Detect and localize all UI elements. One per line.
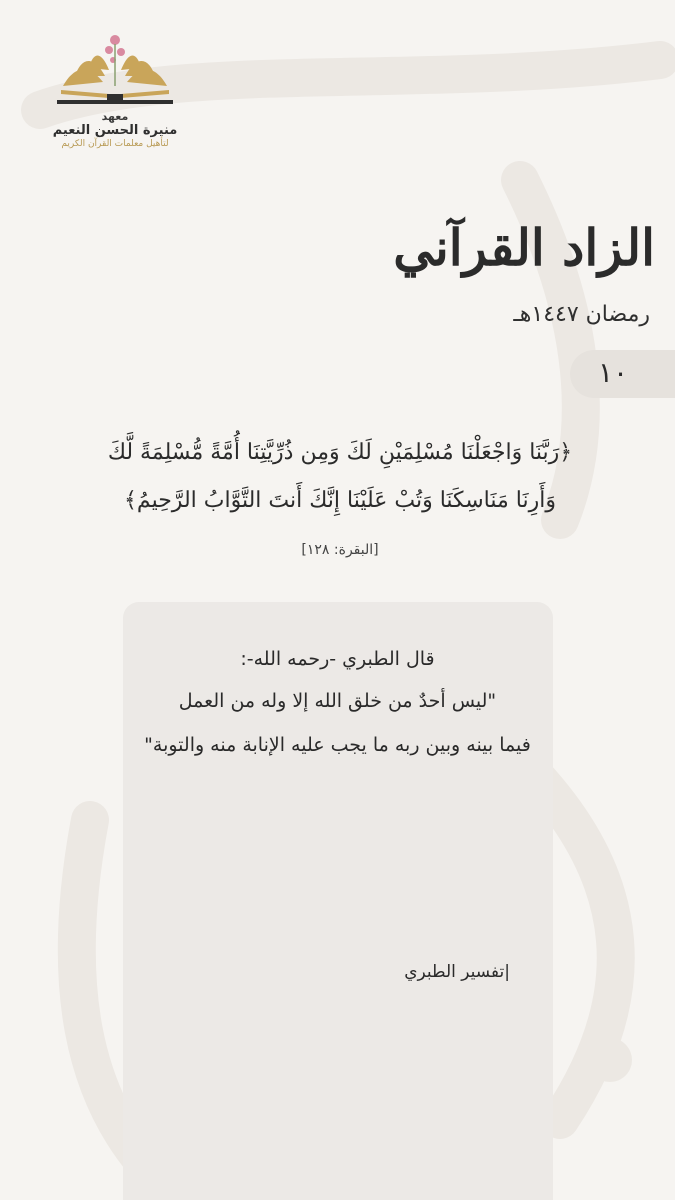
day-number-badge — [570, 350, 675, 398]
verse-line-1: ﴿رَبَّنَا وَاجْعَلْنَا مُسْلِمَيْنِ لَكَ وَمِن ذُرِّيَّتِنَا أُمَّةً مُّسْلِمَةً لَّكَ — [107, 440, 573, 465]
institute-logo — [50, 28, 180, 158]
page-subtitle: رمضان ١٤٤٧هـ — [513, 302, 650, 327]
verse-reference: [البقرة: ١٢٨] — [301, 542, 379, 558]
day-number: ١٠ — [598, 356, 629, 389]
quote-line-1: قال الطبري -رحمه الله-: — [240, 648, 435, 670]
logo-line-2: منيرة الحسن النعيم — [52, 123, 178, 138]
logo-line-3: لتأهيل معلمات القرآن الكريم — [61, 139, 169, 149]
logo-line-1: معهد — [101, 110, 129, 123]
quote-source: |تفسير الطبري — [404, 962, 510, 982]
open-book-icon — [53, 28, 177, 108]
page-title: الزاد القرآني — [393, 218, 655, 277]
verse-line-2: وَأَرِنَا مَنَاسِكَنَا وَتُبْ عَلَيْنَا إِنَّكَ أَنتَ التَّوَّابُ الرَّحِيمُ﴾ — [124, 488, 556, 513]
quote-line-3: فيما بينه وبين ربه ما يجب عليه الإنابة منه والتوبة" — [144, 734, 531, 756]
quote-line-2: "ليس أحدٌ من خلق الله إلا وله من العمل — [178, 690, 497, 712]
